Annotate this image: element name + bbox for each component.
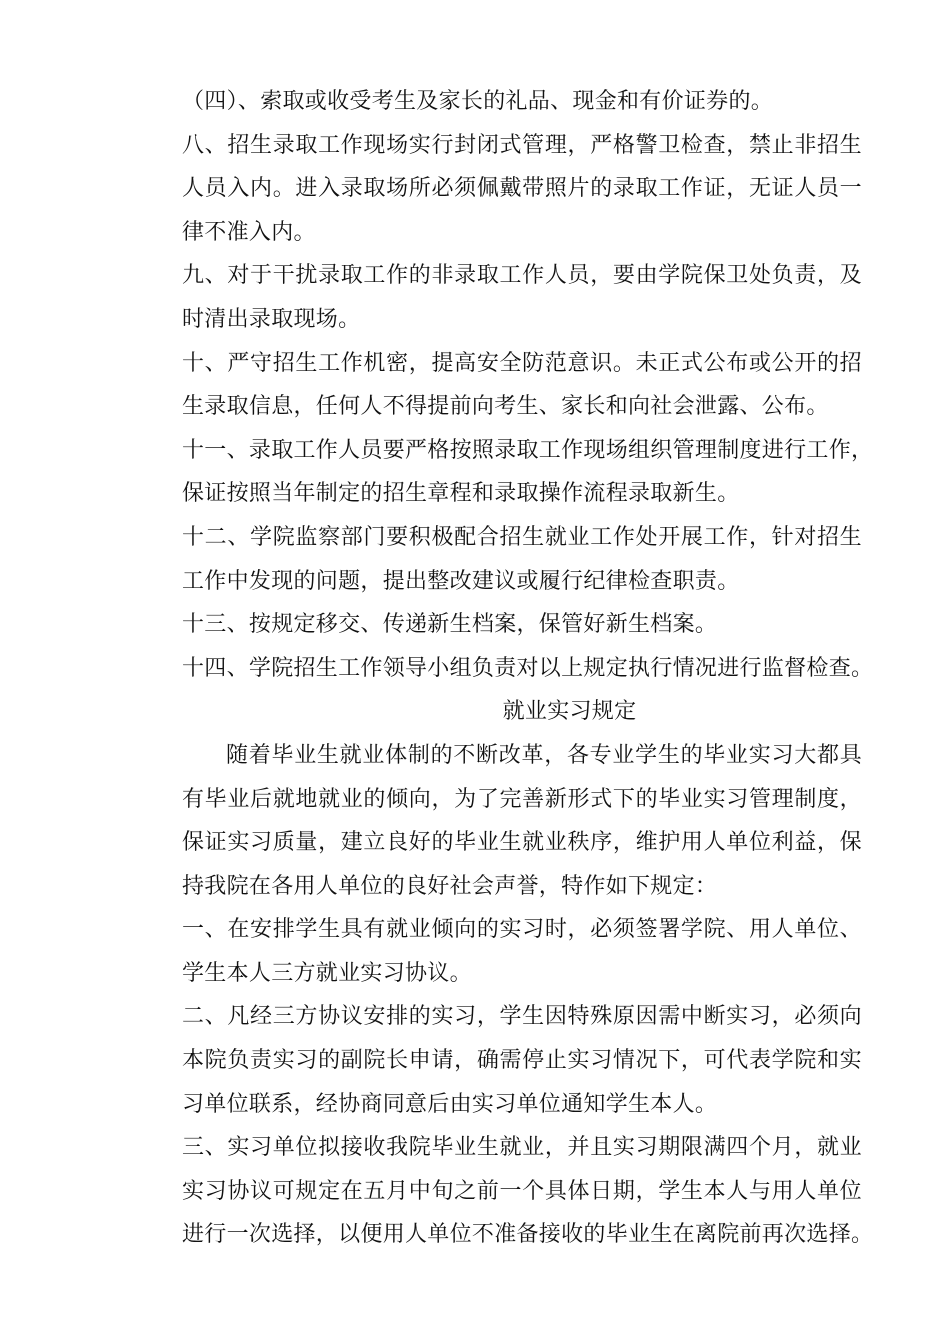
text-line: 十、严守招生工作机密，提高安全防范意识。未正式公布或公开的招 [182,350,862,376]
text-line: 随着毕业生就业体制的不断改革，各专业学生的毕业实习大都具 [226,742,862,768]
text-line: 学生本人三方就业实习协议。 [182,960,472,986]
text-line: 十三、按规定移交、传递新生档案，保管好新生档案。 [182,612,718,638]
text-line: 实习协议可规定在五月中旬之前一个具体日期，学生本人与用人单位 [182,1178,862,1204]
text-line: 习单位联系，经协商同意后由实习单位通知学生本人。 [182,1091,718,1117]
text-line: 保证实习质量，建立良好的毕业生就业秩序，维护用人单位利益，保 [182,830,862,856]
text-line: 保证按照当年制定的招生章程和录取操作流程录取新生。 [182,481,740,507]
text-line: 时清出录取现场。 [182,306,361,332]
text-line: 一、在安排学生具有就业倾向的实习时，必须签署学院、用人单位、 [182,917,862,943]
text-line: 三、实习单位拟接收我院毕业生就业，并且实习期限满四个月，就业 [182,1135,862,1161]
text-line: 本院负责实习的副院长申请，确需停止实习情况下，可代表学院和实 [182,1048,862,1074]
text-line: 八、招生录取工作现场实行封闭式管理，严格警卫检查，禁止非招生 [182,132,862,158]
text-line: 持我院在各用人单位的良好社会声誉，特作如下规定： [182,873,718,899]
section-title: 就业实习规定 [502,699,637,725]
text-line: 十一、录取工作人员要严格按照录取工作现场组织管理制度进行工作， [182,437,874,463]
text-line: 工作中发现的问题，提出整改建议或履行纪律检查职责。 [182,568,740,594]
text-line: 十四、学院招生工作领导小组负责对以上规定执行情况进行监督检查。 [182,655,874,681]
text-line: 九、对于干扰录取工作的非录取工作人员，要由学院保卫处负责，及 [182,263,862,289]
text-line: 生录取信息，任何人不得提前向考生、家长和向社会泄露、公布。 [182,394,829,420]
text-line: 进行一次选择，以便用人单位不准备接收的毕业生在离院前再次选择。 [182,1222,874,1248]
text-line: 律不准入内。 [182,219,316,245]
text-line: 二、凡经三方协议安排的实习，学生因特殊原因需中断实习，必须向 [182,1004,862,1030]
text-line: 有毕业后就地就业的倾向，为了完善新形式下的毕业实习管理制度， [182,786,862,812]
text-line: 十二、学院监察部门要积极配合招生就业工作处开展工作，针对招生 [182,524,862,550]
text-line: （四）、索取或收受考生及家长的礼品、现金和有价证券的。 [182,89,774,114]
document-body [182,80,874,1257]
text-line: 人员入内。进入录取场所必须佩戴带照片的录取工作证，无证人员一 [182,176,862,202]
